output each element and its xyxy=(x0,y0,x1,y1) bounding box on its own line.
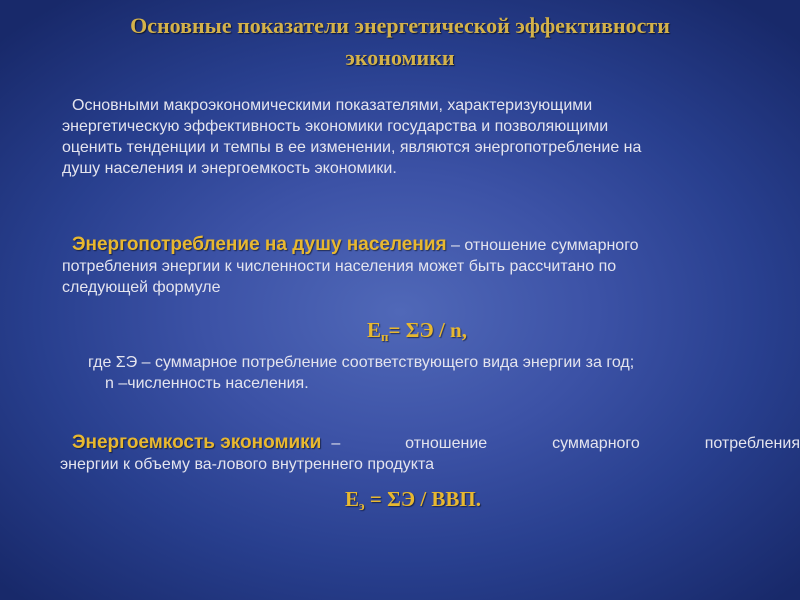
per-capita-paragraph xyxy=(62,234,797,298)
intro-paragraph xyxy=(62,95,782,179)
formula-legend-line-2: n –численность населения. xyxy=(105,375,309,392)
per-capita-line-3: следующей формуле xyxy=(62,279,221,296)
formula-legend xyxy=(88,352,788,394)
per-capita-formula-symbol: Е xyxy=(367,318,382,342)
intensity-word-2: суммарного xyxy=(552,435,640,452)
intensity-term: Энергоемкость экономики xyxy=(72,432,322,453)
intensity-formula-symbol: Е xyxy=(345,487,360,511)
intensity-dash: – xyxy=(331,435,341,452)
per-capita-line-2: потребления энергии к численности населения может быть рассчитано по xyxy=(62,258,617,275)
intensity-line-2: энергии к объему ва-лового внутреннего продукта xyxy=(60,456,434,473)
formula-legend-line-1: где ΣЭ – суммарное потребление соответствующего вида энергии за год; xyxy=(88,354,635,371)
intensity-formula-expression: = ΣЭ / ВВП. xyxy=(364,487,482,511)
intensity-paragraph xyxy=(60,432,800,475)
intensity-word-3: потребления xyxy=(704,435,800,452)
slide-title-line1: Основные показатели энергетической эффективности xyxy=(130,13,670,38)
per-capita-first-line xyxy=(62,234,797,256)
intensity-formula xyxy=(345,487,481,514)
intro-line-1: Основными макроэкономическими показателями, характеризующими xyxy=(72,97,593,114)
intensity-word-1: отношение xyxy=(405,435,488,452)
intro-line-4: душу населения и энергоемкость экономики. xyxy=(62,160,397,177)
intensity-first-line xyxy=(60,432,800,454)
slide-title xyxy=(60,10,740,74)
per-capita-formula-expression: = ΣЭ / n, xyxy=(388,318,467,342)
intro-line-3: оценить тенденции и темпы в ее изменении, являются энергопотребление на xyxy=(62,139,642,156)
per-capita-definition-start: – отношение суммарного xyxy=(446,237,639,254)
slide-title-line2: экономики xyxy=(345,45,455,70)
intro-line-2: энергетическую эффективность экономики государства и позволяющими xyxy=(62,118,609,135)
per-capita-formula-subscript: п xyxy=(381,329,389,344)
intensity-formula-subscript: э xyxy=(359,498,365,513)
intensity-definition-start xyxy=(321,433,800,454)
per-capita-term: Энергопотребление на душу населения xyxy=(72,234,447,255)
per-capita-formula xyxy=(367,318,467,345)
